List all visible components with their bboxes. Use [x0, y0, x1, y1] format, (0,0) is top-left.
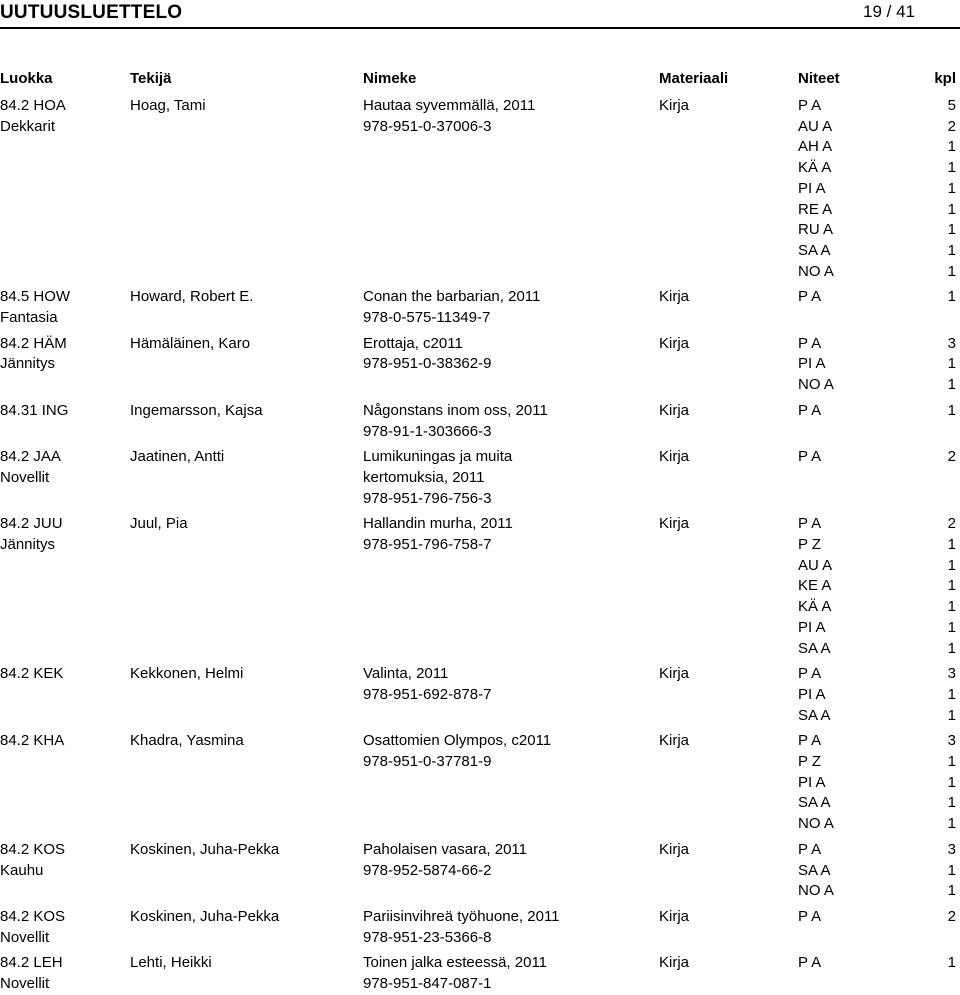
- classification-code: 84.5 HOW: [0, 288, 71, 306]
- classification-code: 84.2 LEH: [0, 954, 63, 972]
- copy-location: P Z: [798, 536, 822, 553]
- copy-count: 1: [947, 706, 956, 724]
- classification-code: 84.2 JAA: [0, 448, 61, 466]
- copy-location: NO A: [798, 262, 834, 280]
- catalog-title: UUTUUSLUETTELO: [0, 2, 183, 23]
- title-line: Toinen jalka esteessä, 2011: [363, 954, 548, 972]
- copy-count: 3: [947, 334, 956, 352]
- column-header-kpl: kpl: [934, 70, 956, 87]
- author-name: Khadra, Yasmina: [130, 732, 244, 750]
- classification-code: Kauhu: [0, 861, 44, 879]
- copy-location: KÄ A: [798, 159, 832, 177]
- material-type: Kirja: [659, 515, 690, 533]
- title-line: Någonstans inom oss, 2011: [363, 401, 548, 419]
- title-line: Pariisinvihreä työhuone, 2011: [363, 907, 560, 925]
- copy-count: 1: [947, 401, 956, 419]
- isbn: 978-952-5874-66-2: [363, 861, 492, 879]
- author-name: Hämäläinen, Karo: [130, 334, 251, 352]
- material-type: Kirja: [659, 401, 690, 419]
- isbn: 978-951-796-756-3: [363, 489, 492, 507]
- copy-location: P A: [798, 288, 822, 306]
- copy-count: 3: [947, 840, 956, 858]
- classification-code: Novellit: [0, 975, 50, 992]
- copy-location: SA A: [798, 861, 831, 879]
- material-type: Kirja: [659, 954, 690, 972]
- classification-code: 84.2 KEK: [0, 665, 64, 683]
- copy-location: SA A: [798, 241, 831, 259]
- copy-count: 1: [947, 536, 956, 553]
- classification-code: 84.2 JUU: [0, 515, 63, 533]
- copy-location: PI A: [798, 618, 826, 636]
- copy-count: 1: [947, 556, 956, 574]
- classification-code: Dekkarit: [0, 117, 56, 135]
- material-type: Kirja: [659, 334, 690, 352]
- material-type: Kirja: [659, 665, 690, 683]
- copy-count: 1: [947, 262, 956, 280]
- copy-count: 1: [947, 376, 956, 394]
- copy-location: P A: [798, 401, 822, 419]
- copy-count: 1: [947, 288, 956, 306]
- copy-location: P A: [798, 97, 822, 114]
- copy-location: SA A: [798, 794, 831, 812]
- copy-location: P A: [798, 907, 822, 925]
- author-name: Koskinen, Juha-Pekka: [130, 907, 280, 925]
- copy-location: SA A: [798, 639, 831, 657]
- classification-code: Novellit: [0, 928, 50, 946]
- copy-count: 1: [947, 598, 956, 616]
- copy-count: 5: [947, 97, 956, 114]
- title-line: Hautaa syvemmällä, 2011: [363, 97, 536, 114]
- title-line: Conan the barbarian, 2011: [363, 288, 541, 306]
- copy-count: 2: [947, 907, 956, 925]
- material-type: Kirja: [659, 907, 690, 925]
- copy-count: 1: [947, 159, 956, 177]
- author-name: Koskinen, Juha-Pekka: [130, 840, 280, 858]
- copy-location: P A: [798, 334, 822, 352]
- isbn: 978-951-692-878-7: [363, 685, 492, 703]
- copy-location: RE A: [798, 200, 833, 218]
- copy-location: PI A: [798, 773, 826, 791]
- copy-location: P Z: [798, 753, 822, 770]
- isbn: 978-91-1-303666-3: [363, 422, 492, 440]
- copy-location: AH A: [798, 138, 833, 156]
- classification-code: 84.2 KOS: [0, 907, 66, 925]
- material-type: Kirja: [659, 732, 690, 750]
- copy-location: AU A: [798, 556, 833, 574]
- copy-location: NO A: [798, 815, 834, 833]
- copy-count: 1: [947, 577, 956, 595]
- copy-location: KÄ A: [798, 598, 832, 616]
- title-line: Valinta, 2011: [363, 665, 449, 683]
- copy-location: P A: [798, 665, 822, 683]
- classification-code: 84.2 HÄM: [0, 334, 67, 352]
- isbn: 978-951-0-37006-3: [363, 117, 492, 135]
- copy-location: P A: [798, 448, 822, 466]
- title-line: Osattomien Olympos, c2011: [363, 732, 552, 750]
- copy-count: 1: [947, 794, 956, 812]
- copy-count: 3: [947, 732, 956, 750]
- column-header-materiaali: Materiaali: [659, 70, 729, 87]
- copy-location: PI A: [798, 355, 826, 373]
- author-name: Howard, Robert E.: [130, 288, 254, 306]
- isbn: 978-951-0-37781-9: [363, 753, 492, 770]
- title-line: Erottaja, c2011: [363, 334, 463, 352]
- material-type: Kirja: [659, 288, 690, 306]
- isbn: 978-0-575-11349-7: [363, 309, 491, 326]
- isbn: 978-951-23-5366-8: [363, 928, 492, 946]
- copy-count: 3: [947, 665, 956, 683]
- classification-code: 84.2 KOS: [0, 840, 66, 858]
- material-type: Kirja: [659, 97, 690, 114]
- copy-count: 1: [947, 815, 956, 833]
- author-name: Jaatinen, Antti: [130, 448, 225, 466]
- copy-count: 1: [947, 954, 956, 972]
- classification-code: 84.2 KHA: [0, 732, 65, 750]
- copy-location: KE A: [798, 577, 832, 595]
- copy-location: AU A: [798, 117, 833, 135]
- author-name: Kekkonen, Helmi: [130, 665, 244, 683]
- copy-count: 1: [947, 685, 956, 703]
- copy-location: RU A: [798, 221, 834, 239]
- copy-count: 1: [947, 639, 956, 657]
- copy-location: P A: [798, 840, 822, 858]
- copy-count: 1: [947, 138, 956, 156]
- copy-count: 2: [947, 117, 956, 135]
- isbn: 978-951-796-758-7: [363, 536, 492, 553]
- title-line: kertomuksia, 2011: [363, 468, 485, 486]
- author-name: Juul, Pia: [130, 515, 188, 533]
- copy-count: 1: [947, 773, 956, 791]
- material-type: Kirja: [659, 448, 690, 466]
- copy-count: 2: [947, 515, 956, 533]
- copy-count: 1: [947, 355, 956, 373]
- author-name: Hoag, Tami: [130, 97, 206, 114]
- column-header-luokka: Luokka: [0, 70, 53, 87]
- classification-code: Novellit: [0, 468, 50, 486]
- isbn: 978-951-0-38362-9: [363, 355, 492, 373]
- copy-location: P A: [798, 954, 822, 972]
- author-name: Ingemarsson, Kajsa: [130, 401, 263, 419]
- copy-location: SA A: [798, 706, 831, 724]
- copy-location: NO A: [798, 882, 834, 900]
- classification-code: Jännitys: [0, 355, 56, 373]
- title-line: Hallandin murha, 2011: [363, 515, 513, 533]
- classification-code: 84.31 ING: [0, 401, 69, 419]
- column-header-tekija: Tekijä: [130, 70, 172, 87]
- copy-location: NO A: [798, 376, 834, 394]
- header-divider: [0, 27, 960, 29]
- copy-count: 1: [947, 200, 956, 218]
- copy-count: 1: [947, 882, 956, 900]
- copy-location: P A: [798, 515, 822, 533]
- copy-count: 1: [947, 861, 956, 879]
- classification-code: Fantasia: [0, 309, 58, 326]
- copy-count: 1: [947, 618, 956, 636]
- copy-count: 1: [947, 221, 956, 239]
- copy-count: 1: [947, 179, 956, 197]
- isbn: 978-951-847-087-1: [363, 975, 492, 992]
- classification-code: Jännitys: [0, 536, 56, 553]
- copy-location: PI A: [798, 179, 826, 197]
- classification-code: 84.2 HOA: [0, 97, 66, 114]
- page-number: 19 / 41: [863, 2, 915, 21]
- copy-count: 2: [947, 448, 956, 466]
- copy-count: 1: [947, 241, 956, 259]
- author-name: Lehti, Heikki: [130, 954, 212, 972]
- material-type: Kirja: [659, 840, 690, 858]
- copy-location: PI A: [798, 685, 826, 703]
- column-header-niteet: Niteet: [798, 70, 840, 87]
- title-line: Paholaisen vasara, 2011: [363, 840, 528, 858]
- title-line: Lumikuningas ja muita: [363, 448, 513, 466]
- copy-count: 1: [947, 753, 956, 770]
- column-header-nimeke: Nimeke: [363, 70, 417, 87]
- copy-location: P A: [798, 732, 822, 750]
